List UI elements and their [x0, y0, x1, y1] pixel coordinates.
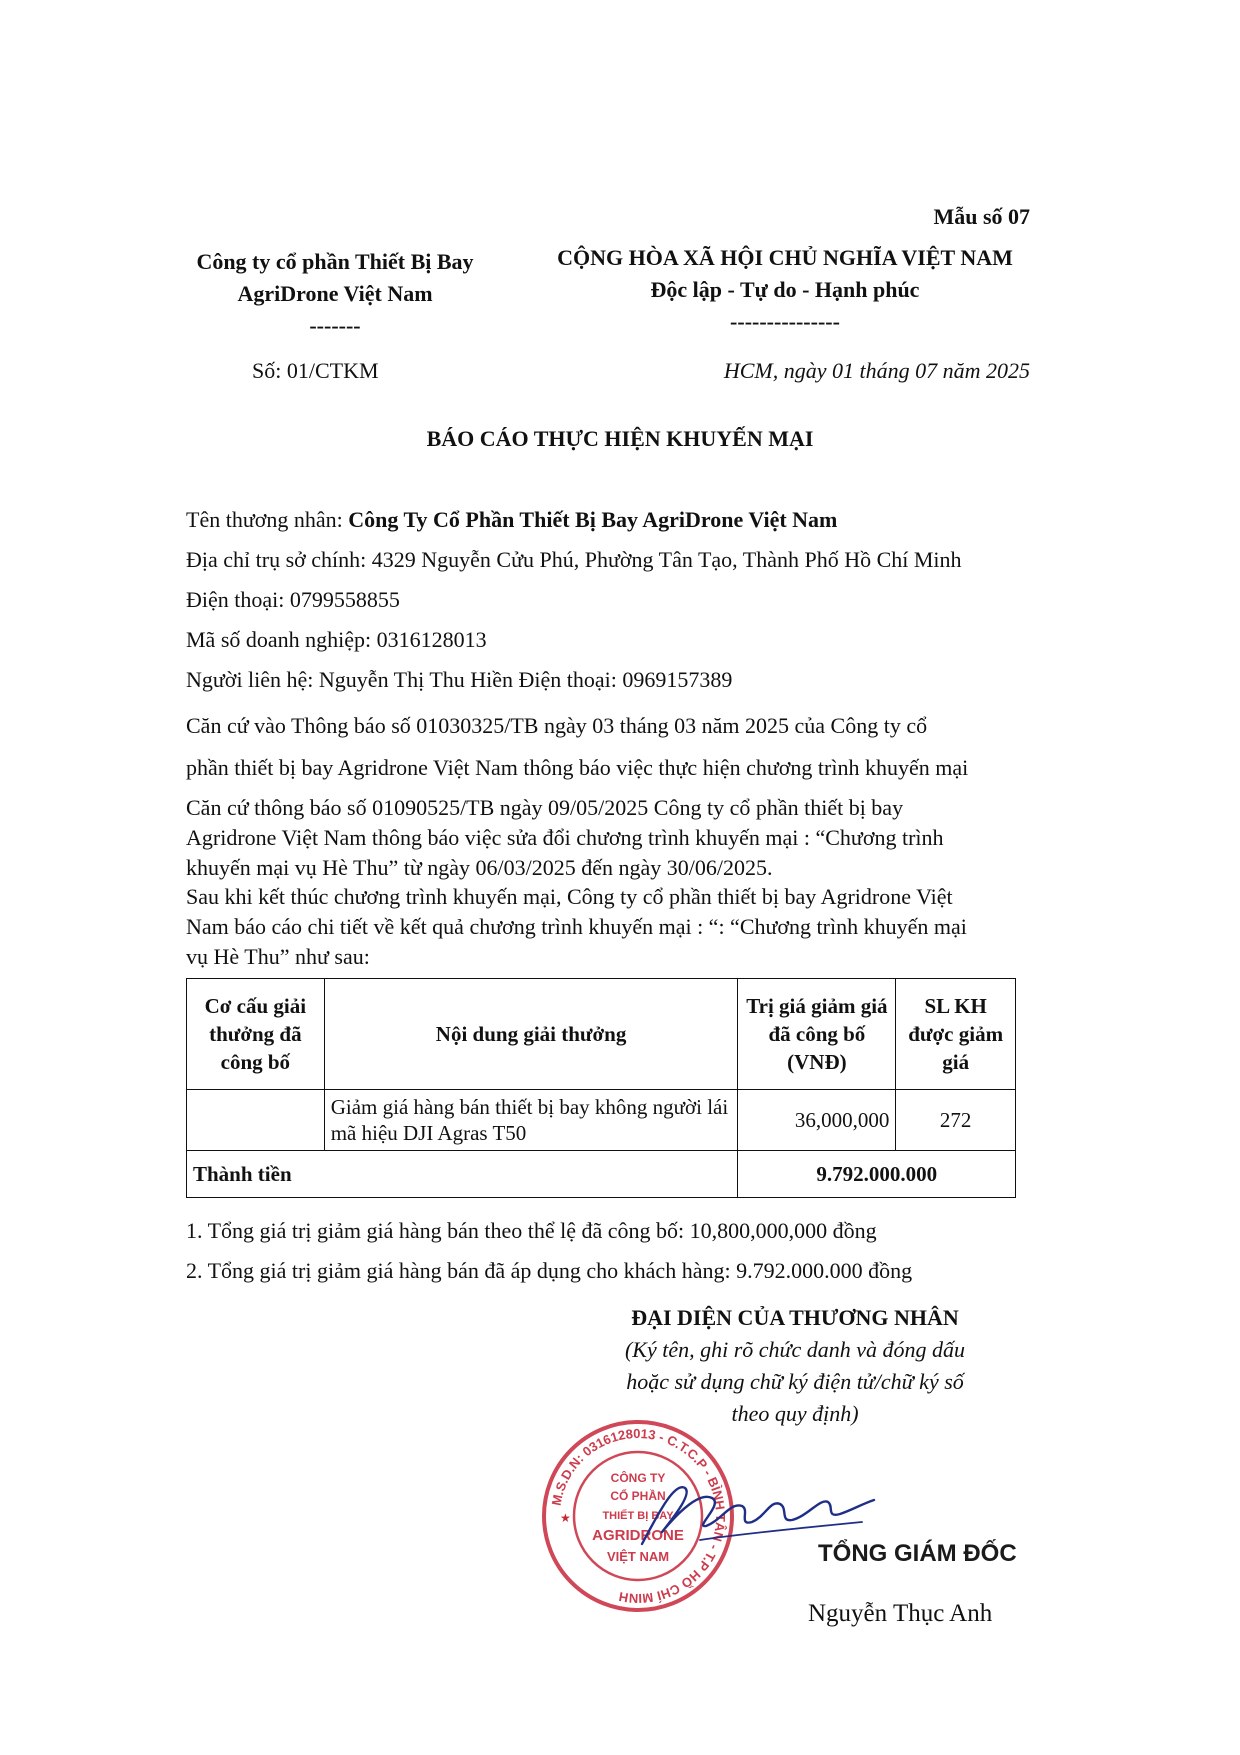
merchant-name-line — [186, 505, 1086, 535]
report-line2: Nam báo cáo chi tiết về kết quả chương trình khuyến mại : “: “Chương trình khuyến mại — [186, 914, 967, 939]
cell-quantity: 272 — [896, 1090, 1016, 1151]
nation-divider: --------------- — [730, 309, 840, 334]
place-date: HCM, ngày 01 tháng 07 năm 2025 — [723, 358, 1030, 383]
basis2-line1: Căn cứ thông báo số 01090525/TB ngày 09/05/2025 Công ty cổ phần thiết bị bay — [186, 795, 904, 820]
stamp-line5: VIỆT NAM — [606, 1549, 670, 1564]
report-paragraph — [186, 882, 1086, 972]
tax-code-line: Mã số doanh nghiệp: 0316128013 — [186, 627, 487, 652]
national-header — [520, 242, 1050, 338]
summary-line-1: 1. Tổng giá trị giảm giá hàng bán theo thể lệ đã công bố: 10,800,000,000 đồng — [186, 1218, 877, 1243]
company-name-line2: AgriDrone Việt Nam — [237, 281, 433, 306]
report-line1: Sau khi kết thúc chương trình khuyến mại, Công ty cổ phần thiết bị bay Agridrone Việt — [186, 884, 953, 909]
header-content: Nội dung giải thưởng — [324, 979, 738, 1090]
representative-heading: ĐẠI DIỆN CỦA THƯƠNG NHÂN — [631, 1305, 959, 1330]
basis1-line2: phần thiết bị bay Agridrone Việt Nam thông báo việc thực hiện chương trình khuyến mại — [186, 755, 969, 780]
stamp-line3: THIẾT BỊ BAY — [602, 1510, 674, 1522]
document-number: Số: 01/CTKM — [252, 358, 379, 383]
cell-structure — [187, 1090, 325, 1151]
representative-note-3: theo quy định) — [731, 1401, 859, 1426]
stamp-line2: CỔ PHẦN — [610, 1489, 666, 1503]
header-structure: Cơ cấu giải thưởng đã công bố — [187, 979, 325, 1090]
stamp-line4: AGRIDRONE — [592, 1527, 684, 1544]
contact-line: Người liên hệ: Nguyễn Thị Thu Hiền Điện thoại: 0969157389 — [186, 667, 733, 692]
stamp-line1: CÔNG TY — [610, 1471, 666, 1485]
representative-block — [560, 1302, 1030, 1430]
phone-line: Điện thoại: 0799558855 — [186, 587, 400, 612]
table-header-row — [187, 979, 1016, 1090]
total-row — [187, 1151, 1016, 1198]
signer-name: Nguyễn Thục Anh — [808, 1600, 993, 1627]
header-quantity: SL KH được giảm giá — [896, 979, 1016, 1090]
company-name-line1: Công ty cổ phần Thiết Bị Bay — [196, 249, 474, 274]
nation-title: CỘNG HÒA XÃ HỘI CHỦ NGHĨA VIỆT NAM — [557, 245, 1013, 270]
report-line3: vụ Hè Thu” như sau: — [186, 944, 370, 969]
merchant-label: Tên thương nhân: — [186, 507, 349, 532]
header-value: Trị giá giảm giá đã công bố (VNĐ) — [738, 979, 896, 1090]
svg-text:★: ★ — [560, 1511, 571, 1525]
table-row — [187, 1090, 1016, 1151]
summary-line-2: 2. Tổng giá trị giảm giá hàng bán đã áp dụng cho khách hàng: 9.792.000.000 đồng — [186, 1258, 913, 1283]
company-divider: ------- — [309, 313, 361, 338]
cell-value: 36,000,000 — [738, 1090, 896, 1151]
basis2-line3: khuyến mại vụ Hè Thu” từ ngày 06/03/2025 đến ngày 30/06/2025. — [186, 855, 773, 880]
form-number: Mẫu số 07 — [933, 204, 1030, 229]
representative-note-1: (Ký tên, ghi rõ chức danh và đóng dấu — [624, 1337, 966, 1362]
prize-table — [186, 978, 1016, 1198]
signer-title: TỔNG GIÁM ĐỐC — [818, 1540, 1017, 1567]
page-title: BÁO CÁO THỰC HIỆN KHUYẾN MẠI — [426, 426, 814, 451]
company-header — [150, 246, 520, 342]
nation-motto: Độc lập - Tự do - Hạnh phúc — [650, 277, 920, 302]
basis-paragraph-2 — [186, 793, 1086, 883]
total-label: Thành tiền — [187, 1151, 738, 1198]
stamp-ring-text: M.S.D.N: 0316128013 - C.T.C.P - BÌNH TÂN - T.P HỒ CHÍ MINH — [548, 1425, 729, 1607]
basis1-line1: Căn cứ vào Thông báo số 01030325/TB ngày 03 tháng 03 năm 2025 của Công ty cổ — [186, 713, 928, 738]
total-value: 9.792.000.000 — [738, 1151, 1016, 1198]
cell-content: Giảm giá hàng bán thiết bị bay không người lái mã hiệu DJI Agras T50 — [324, 1090, 738, 1151]
representative-note-2: hoặc sử dụng chữ ký điện tử/chữ ký số — [626, 1369, 964, 1394]
basis-paragraph-1 — [186, 705, 1086, 789]
handwritten-signature — [630, 1470, 880, 1550]
address-line: Địa chỉ trụ sở chính: 4329 Nguyễn Cửu Phú, Phường Tân Tạo, Thành Phố Hồ Chí Minh — [186, 547, 962, 572]
merchant-name: Công Ty Cổ Phần Thiết Bị Bay AgriDrone Việt Nam — [348, 507, 838, 532]
basis2-line2: Agridrone Việt Nam thông báo việc sửa đổi chương trình khuyến mại : “Chương trình — [186, 825, 944, 850]
